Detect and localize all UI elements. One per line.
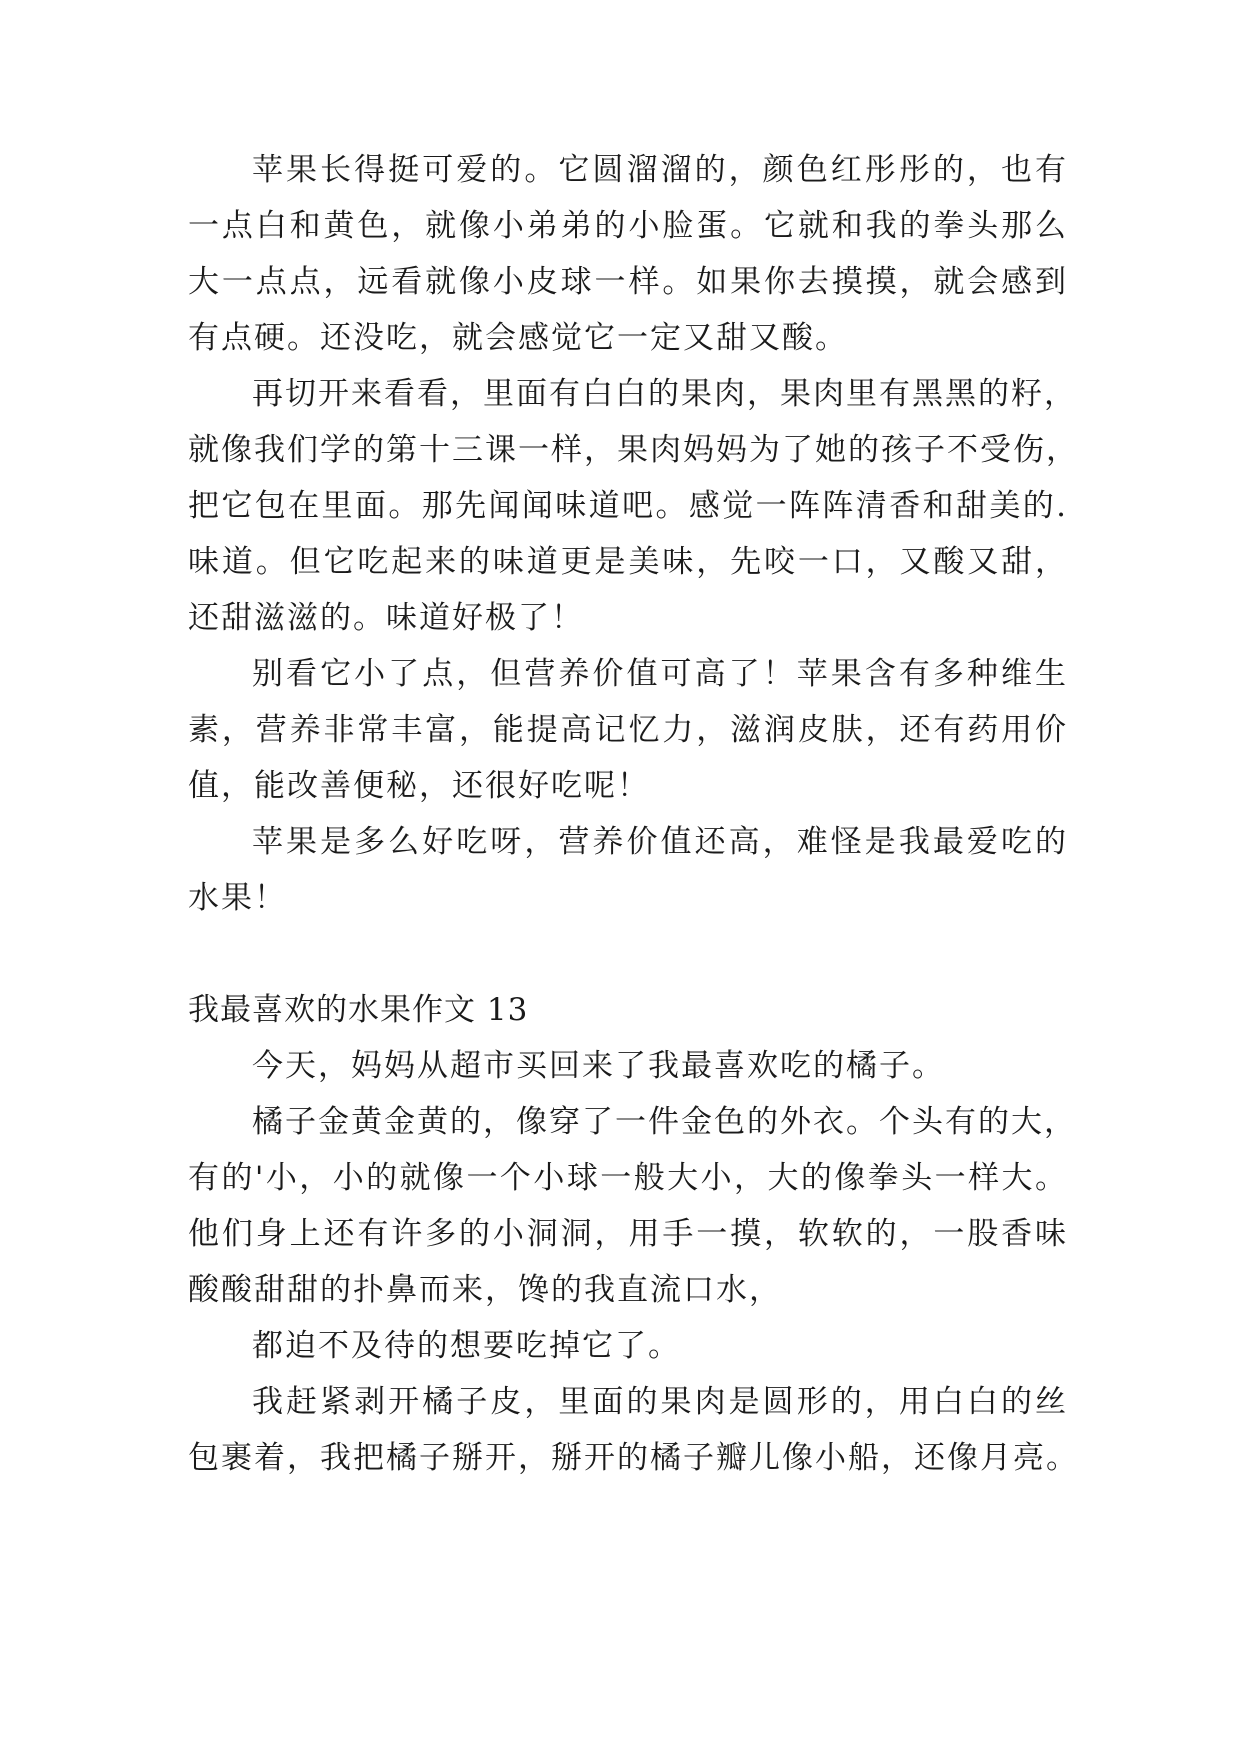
paragraph-line: 今天，妈妈从超市买回来了我最喜欢吃的橘子。 bbox=[252, 1048, 945, 1084]
paragraph-line: 苹果长得挺可爱的。它圆溜溜的，颜色红彤彤的，也有 bbox=[252, 152, 1068, 188]
paragraph-line: 我赶紧剥开橘子皮，里面的果肉是圆形的，用白白的丝 bbox=[252, 1384, 1068, 1420]
paragraph-line: 苹果是多么好吃呀，营养价值还高，难怪是我最爱吃的 bbox=[252, 824, 1068, 860]
paragraph-line: 素，营养非常丰富，能提高记忆力，滋润皮肤，还有药用价 bbox=[188, 712, 1068, 748]
paragraph-line: 水果！ bbox=[188, 880, 287, 916]
paragraph-line: 一点白和黄色，就像小弟弟的小脸蛋。它就和我的拳头那么 bbox=[188, 208, 1068, 244]
paragraph-line: 酸酸甜甜的扑鼻而来，馋的我直流口水， bbox=[188, 1272, 782, 1308]
section-title: 我最喜欢的水果作文 13 bbox=[188, 992, 529, 1028]
paragraph-line: 就像我们学的第十三课一样，果肉妈妈为了她的孩子不受伤， bbox=[188, 432, 1079, 468]
paragraph-line: 值，能改善便秘，还很好吃呢！ bbox=[188, 768, 650, 804]
paragraph-line: 包裹着，我把橘子掰开，掰开的橘子瓣儿像小船，还像月亮。 bbox=[188, 1440, 1079, 1476]
paragraph-line: 大一点点，远看就像小皮球一样。如果你去摸摸，就会感到 bbox=[188, 264, 1068, 300]
paragraph-line: 有的'小，小的就像一个小球一般大小，大的像拳头一样大。 bbox=[188, 1160, 1068, 1196]
paragraph-line: 把它包在里面。那先闻闻味道吧。感觉一阵阵清香和甜美的. bbox=[188, 488, 1068, 524]
paragraph-line: 再切开来看看，里面有白白的果肉，果肉里有黑黑的籽， bbox=[252, 376, 1077, 412]
paragraph-line: 别看它小了点，但营养价值可高了！苹果含有多种维生 bbox=[252, 656, 1068, 692]
paragraph-line: 他们身上还有许多的小洞洞，用手一摸，软软的，一股香味 bbox=[188, 1216, 1068, 1252]
paragraph-line: 有点硬。还没吃，就会感觉它一定又甜又酸。 bbox=[188, 320, 848, 356]
paragraph-line: 都迫不及待的想要吃掉它了。 bbox=[252, 1328, 681, 1364]
paragraph-line: 还甜滋滋的。味道好极了！ bbox=[188, 600, 584, 636]
paragraph-line: 味道。但它吃起来的味道更是美味，先咬一口，又酸又甜， bbox=[188, 544, 1068, 580]
paragraph-line: 橘子金黄金黄的，像穿了一件金色的外衣。个头有的大， bbox=[252, 1104, 1077, 1140]
